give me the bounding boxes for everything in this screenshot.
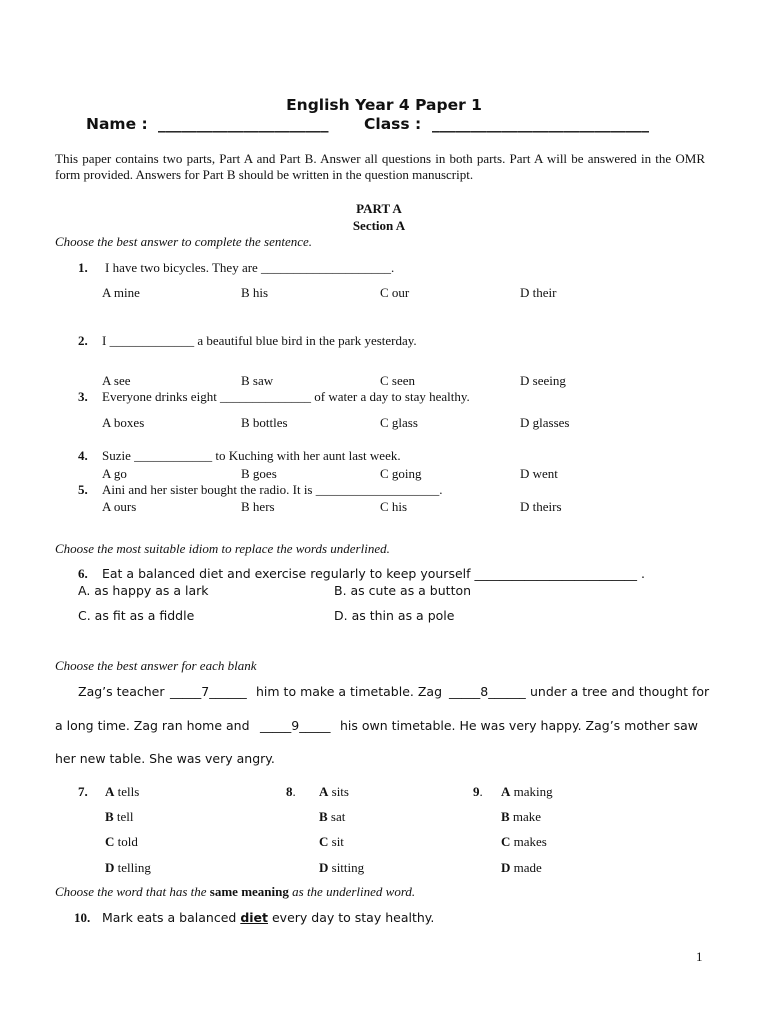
option-d: D sitting xyxy=(319,860,365,875)
option-c: C told xyxy=(105,834,138,849)
option-b: B tell xyxy=(105,809,134,824)
intro-paragraph: This paper contains two parts, Part A and Part B. Answer all questions in both parts. Part A will be answered in the OMR form provided. Answers for Part B should be written in the question manuscript. xyxy=(55,151,705,182)
question-number: 10. xyxy=(74,910,91,925)
option-a: A go xyxy=(102,466,127,481)
option-a: A boxes xyxy=(102,415,145,430)
option-b: B goes xyxy=(241,466,277,481)
page-number: 1 xyxy=(696,949,703,964)
option-d: D telling xyxy=(105,860,151,875)
option-c: C our xyxy=(380,285,410,300)
question-4-text: Suzie ____________ to Kuching with her aunt last week. xyxy=(102,448,401,463)
passage-text: under a tree and thought for xyxy=(530,684,710,699)
section-title: Section A xyxy=(352,218,406,233)
blank-9: _____9_____ xyxy=(260,718,331,733)
option-b: B make xyxy=(501,809,542,824)
passage-text: him to make a timetable. Zag xyxy=(256,684,442,699)
question-number: 8. xyxy=(286,784,296,799)
option-c: C makes xyxy=(501,834,547,849)
option-c: C. as fit as a fiddle xyxy=(78,608,195,623)
option-a: A mine xyxy=(102,285,140,300)
option-b: B hers xyxy=(241,499,275,514)
question-10-text: Mark eats a balanced diet every day to stay healthy. xyxy=(102,910,435,925)
instruction-1: Choose the best answer to complete the sentence. xyxy=(55,234,313,249)
question-number: 9. xyxy=(473,784,483,799)
question-5-text: Aini and her sister bought the radio. It is ___________________. xyxy=(102,482,443,497)
instruction-3: Choose the best answer for each blank xyxy=(55,658,257,673)
option-a: A making xyxy=(501,784,553,799)
option-c: C seen xyxy=(380,373,416,388)
blank-7: _____7______ xyxy=(170,684,247,699)
passage-text: Zag’s teacher xyxy=(78,684,165,699)
question-number: 2. xyxy=(78,333,88,348)
question-number: 3. xyxy=(78,389,88,404)
question-number: 4. xyxy=(78,448,88,463)
class-label: Class : xyxy=(364,115,422,133)
question-1-text: I have two bicycles. They are ____________________. xyxy=(105,260,395,275)
passage-text: his own timetable. He was very happy. Zag’s mother saw xyxy=(340,718,699,733)
instruction-4: Choose the word that has the same meaning as the underlined word. xyxy=(55,884,416,899)
name-label: Name : xyxy=(86,115,148,133)
option-b: B bottles xyxy=(241,415,288,430)
option-d: D theirs xyxy=(520,499,562,514)
question-3-text: Everyone drinks eight ______________ of water a day to stay healthy. xyxy=(102,389,470,404)
page-title: English Year 4 Paper 1 xyxy=(286,96,482,114)
option-c: C his xyxy=(380,499,408,514)
option-a: A ours xyxy=(102,499,137,514)
option-b: B his xyxy=(241,285,269,300)
name-blank: ______________________ xyxy=(158,115,329,133)
option-b: B saw xyxy=(241,373,274,388)
question-number: 5. xyxy=(78,482,88,497)
option-d: D. as thin as a pole xyxy=(334,608,455,623)
option-d: D glasses xyxy=(520,415,570,430)
question-number: 1. xyxy=(78,260,88,275)
passage-text: a long time. Zag ran home and xyxy=(55,718,250,733)
option-d: D their xyxy=(520,285,557,300)
option-a: A. as happy as a lark xyxy=(78,583,209,598)
question-2-text: I _____________ a beautiful blue bird in the park yesterday. xyxy=(102,333,417,348)
option-b: B sat xyxy=(319,809,346,824)
option-a: A see xyxy=(102,373,131,388)
option-a: A tells xyxy=(105,784,140,799)
option-d: D went xyxy=(520,466,558,481)
option-b: B. as cute as a button xyxy=(334,583,472,598)
class-blank: ____________________________ xyxy=(432,115,649,133)
question-number: 6. xyxy=(78,566,88,581)
question-6-text: Eat a balanced diet and exercise regularly to keep yourself __________________________ . xyxy=(102,566,645,581)
option-d: D made xyxy=(501,860,542,875)
option-d: D seeing xyxy=(520,373,566,388)
question-number: 7. xyxy=(78,784,88,799)
option-c: C sit xyxy=(319,834,344,849)
option-c: C glass xyxy=(380,415,418,430)
blank-8: _____8______ xyxy=(449,684,526,699)
option-c: C going xyxy=(380,466,422,481)
passage-text: her new table. She was very angry. xyxy=(55,751,275,766)
option-a: A sits xyxy=(319,784,349,799)
instruction-2: Choose the most suitable idiom to replace the words underlined. xyxy=(55,541,390,556)
part-title: PART A xyxy=(356,201,402,216)
